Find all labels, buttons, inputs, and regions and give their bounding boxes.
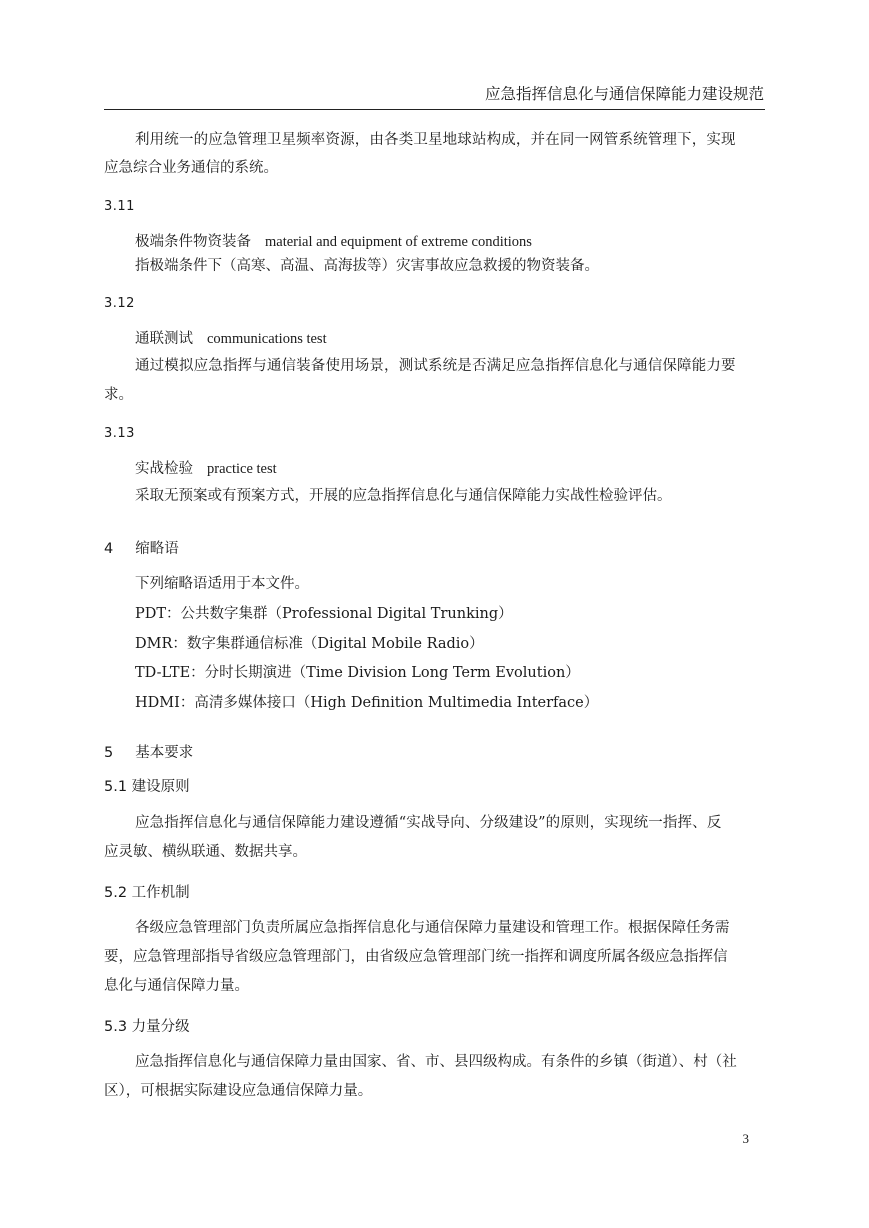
section-heading [104,741,193,762]
term-definition: 求。 [104,387,133,403]
term-title [135,327,327,348]
term-cn: 通联测试 [135,331,193,347]
paragraph-line: 区），可根据实际建设应急通信保障力量。 [104,1083,373,1099]
term-en: communications test [207,331,327,347]
abbreviation-item: HDMI：高清多媒体接口（High Definition Multimedia Interface） [135,695,599,711]
term-number: 3.13 [104,426,135,441]
page-number: 3 [742,1131,749,1146]
subsection-heading: 5.3 力量分级 [104,1019,190,1035]
intro-line-2: 应急综合业务通信的系统。 [104,160,278,176]
paragraph-line: 各级应急管理部门负责所属应急指挥信息化与通信保障力量建设和管理工作。根据保障任务需 [135,920,730,936]
term-title [135,230,532,251]
term-definition: 采取无预案或有预案方式，开展的应急指挥信息化与通信保障能力实战性检验评估。 [135,488,672,504]
term-title [135,457,277,478]
section-title: 基本要求 [135,745,194,761]
abbreviation-item: PDT：公共数字集群（Professional Digital Trunking） [135,606,513,622]
term-en: material and equipment of extreme conditions [265,234,532,250]
subsection-heading: 5.1 建设原则 [104,779,190,795]
term-cn: 实战检验 [135,461,193,477]
header-rule [104,109,765,110]
term-number: 3.12 [104,296,135,311]
running-header-title: 应急指挥信息化与通信保障能力建设规范 [484,85,764,103]
paragraph-line: 应急指挥信息化与通信保障力量由国家、省、市、县四级构成。有条件的乡镇（街道）、村（社 [135,1054,737,1070]
intro-line-1: 利用统一的应急管理卫星频率资源，由各类卫星地球站构成，并在同一网管系统管理下，实现 [135,132,736,148]
paragraph-line: 应急指挥信息化与通信保障能力建设遵循“实战导向、分级建设”的原则，实现统一指挥、反 [135,815,722,831]
section-intro: 下列缩略语适用于本文件。 [135,576,309,592]
section-number: 4 [104,541,114,557]
section-number: 5 [104,745,114,761]
abbreviation-item: TD-LTE：分时长期演进（Time Division Long Term Evolution） [135,665,580,681]
paragraph-line: 要，应急管理部指导省级应急管理部门，由省级应急管理部门统一指挥和调度所属各级应急指挥信 [104,949,728,965]
section-heading [104,537,179,558]
abbreviation-item: DMR：数字集群通信标准（Digital Mobile Radio） [135,636,484,652]
term-en: practice test [207,461,277,477]
term-definition: 通过模拟应急指挥与通信装备使用场景，测试系统是否满足应急指挥信息化与通信保障能力要 [135,358,736,374]
section-title: 缩略语 [135,541,179,557]
term-number: 3.11 [104,199,135,214]
paragraph-line: 应灵敏、横纵联通、数据共享。 [104,844,307,860]
paragraph-line: 息化与通信保障力量。 [104,978,249,994]
term-cn: 极端条件物资装备 [135,234,251,250]
term-definition: 指极端条件下（高寒、高温、高海拔等）灾害事故应急救援的物资装备。 [135,258,599,274]
subsection-heading: 5.2 工作机制 [104,885,190,901]
